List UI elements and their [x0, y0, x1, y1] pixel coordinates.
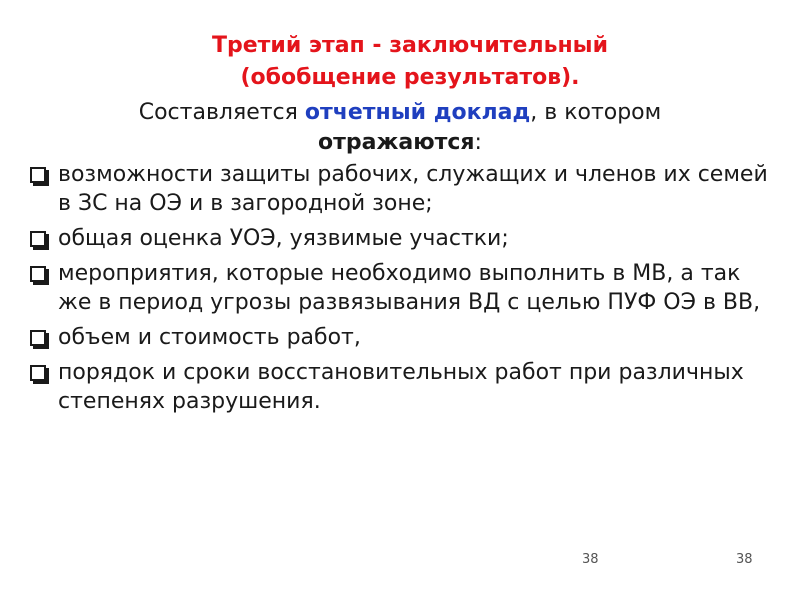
- list-item-text: возможности защиты рабочих, служащих и членов их семей в ЗС на ОЭ и в загородной зоне;: [58, 162, 768, 216]
- bullet-list: [28, 160, 768, 422]
- intro-text-3: :: [474, 130, 482, 155]
- hollow-square-bullet-icon: [30, 266, 46, 282]
- intro-highlight-report: отчетный доклад: [304, 100, 531, 125]
- page-number-right: 38: [736, 552, 753, 567]
- hollow-square-bullet-icon: [30, 330, 46, 346]
- list-item: [28, 323, 768, 352]
- intro-text-2: , в котором: [530, 100, 662, 125]
- title-line-1: Третий этап - заключительный: [212, 33, 608, 58]
- list-item-text: общая оценка УОЭ, уязвимые участки;: [58, 226, 509, 251]
- hollow-square-bullet-icon: [30, 231, 46, 247]
- list-item: [28, 358, 768, 416]
- title-line-2: (обобщение результатов).: [240, 65, 580, 90]
- intro-bold-reflected: отражаются: [318, 130, 475, 155]
- list-item-text: порядок и сроки восстановительных работ при различных степенях разрушения.: [58, 360, 744, 414]
- page-number-left: 38: [582, 552, 599, 567]
- hollow-square-bullet-icon: [30, 365, 46, 381]
- list-item: [28, 259, 768, 317]
- intro-text-1: Составляется: [138, 100, 305, 125]
- list-item: [28, 224, 768, 253]
- list-item: [28, 160, 768, 218]
- slide-title: [0, 30, 800, 94]
- list-item-text: объем и стоимость работ,: [58, 325, 361, 350]
- list-item-text: мероприятия, которые необходимо выполнить в МВ, а так же в период угрозы развязывания ВД с целью ПУФ ОЭ в ВВ,: [58, 261, 761, 315]
- intro-paragraph: [40, 98, 760, 158]
- hollow-square-bullet-icon: [30, 167, 46, 183]
